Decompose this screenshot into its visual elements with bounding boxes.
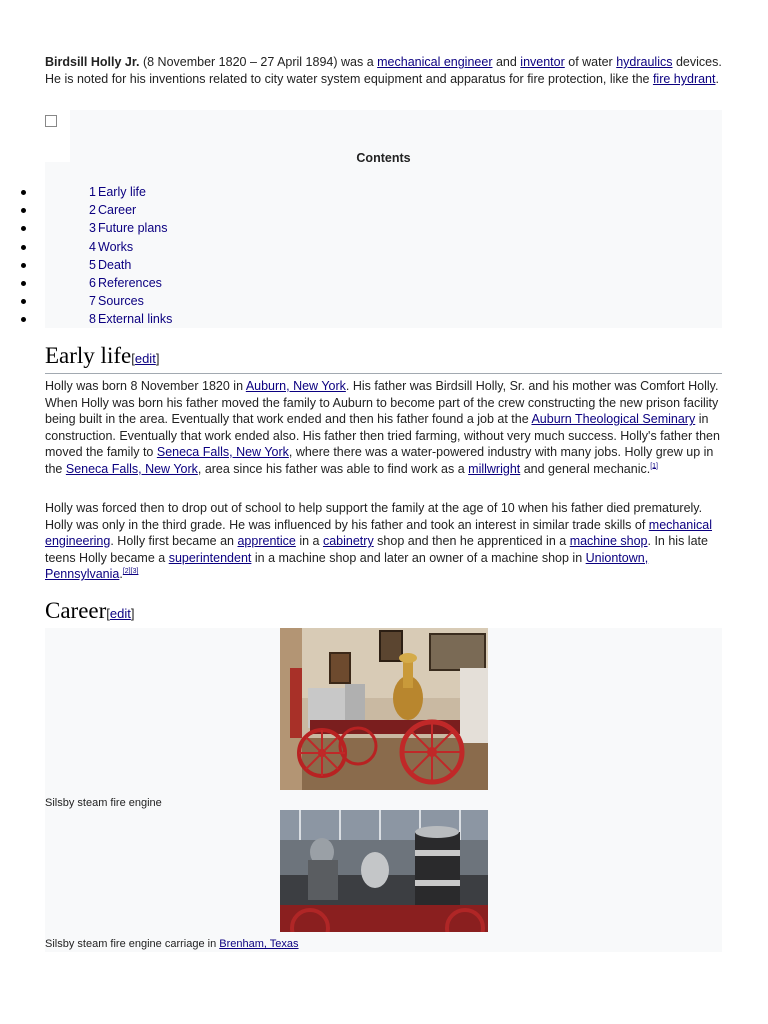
link-millwright[interactable]: millwright (468, 461, 521, 476)
heading-text: Career (45, 598, 107, 623)
link-seneca-falls[interactable]: Seneca Falls, New York (156, 445, 289, 459)
link-uniontown-pennsylvania[interactable]: Uniontown, Pennsylvania (45, 550, 649, 581)
para-text: in a machine shop and later an owner of a machine shop in (251, 550, 586, 565)
toc-item-number: 4 (89, 239, 96, 254)
toc-item-number: 2 (89, 203, 96, 218)
reference-link[interactable]: [1] (650, 462, 658, 470)
para-text: shop and then he apprenticed in a (373, 534, 570, 548)
heading-early-life (45, 343, 722, 374)
toc-item-link[interactable]: Early life (98, 185, 146, 199)
para-text: . (119, 567, 123, 581)
intro-paragraph (45, 54, 725, 88)
para-text: . Holly first became an (110, 534, 238, 548)
bullet-icon (21, 245, 26, 250)
edit-bracket: ] (155, 351, 160, 366)
intro-text: and (492, 55, 521, 69)
link-cabinetry[interactable]: cabinetry (322, 534, 374, 548)
para-text: in a (295, 534, 323, 548)
caption-carriage (45, 938, 299, 950)
para-text: , where there was a water-powered industry with many jobs. Holly grew up in the (45, 445, 714, 476)
para-text: . His father was Birdsill Holly, Sr. and his mother was Comfort Holly. When Holly was born his father moved the family to Auburn to become part of the crew constructing the new prison facility being built in the area. Eventually that work ended and then his father found a job at the (45, 379, 719, 426)
para-text: in construction. Eventually that work ended also. His father then tried farming, without very much success. Holly's father then moved the family to (45, 412, 720, 459)
para-text: Holly was forced then to drop out of school to help support the family at the age of 10 when his father died prematurely. Holly was only in the third grade. He was influenced by his father and took an interest in similar trade skills of (45, 501, 703, 532)
heading-text: Early life (45, 343, 132, 368)
bullet-icon (21, 190, 26, 195)
steam-fire-engine-image[interactable] (280, 628, 488, 790)
toc-item-number: 5 (89, 257, 96, 272)
reference-link[interactable]: [2][3] (122, 567, 139, 575)
link-machine-shop[interactable]: machine shop (569, 534, 648, 548)
caption-text: Silsby steam fire engine carriage in (45, 938, 220, 950)
edit-bracket: [ (131, 351, 135, 366)
toc-item-number: 7 (89, 294, 96, 309)
para-text: Holly was born 8 November 1820 in (45, 379, 246, 393)
edit-bracket: [ (106, 606, 110, 621)
link-apprentice[interactable]: apprentice (237, 534, 296, 548)
toc-item-number: 3 (89, 221, 96, 236)
toc-item-number: 1 (89, 185, 96, 199)
toc-item-link[interactable]: Death (98, 257, 132, 272)
toc-item-number: 8 (89, 312, 96, 327)
link-inventor[interactable]: inventor (520, 55, 565, 69)
bullet-icon (21, 281, 26, 286)
link-mechanical-engineering[interactable]: mechanical engineering (45, 517, 713, 548)
heading-career (45, 598, 722, 629)
toc-item-link[interactable]: Future plans (98, 221, 168, 236)
link-fire-hydrant[interactable]: fire hydrant (652, 72, 716, 86)
toc-item-link[interactable]: Works (98, 239, 134, 254)
link-seneca-falls[interactable]: Seneca Falls, New York (65, 461, 198, 476)
intro-text: (8 November 1820 – 27 April 1894) was a (139, 55, 378, 69)
intro-text: devices. He is noted for his inventions related to city water system equipment and apparatus for fire protection, like the (45, 55, 722, 86)
link-superintendent[interactable]: superintendent (168, 550, 252, 565)
link-brenham-texas[interactable]: Brenham, Texas (219, 938, 299, 950)
bullet-icon (21, 226, 26, 231)
link-hydraulics[interactable]: hydraulics (616, 55, 673, 69)
toc-item-link[interactable]: Career (98, 203, 137, 218)
paragraph-early-life-1 (45, 378, 725, 477)
bullet-icon (21, 208, 26, 213)
toc-item-link[interactable]: Sources (98, 294, 144, 309)
caption-steam-fire-engine: Silsby steam fire engine (45, 797, 162, 809)
bullet-icon (21, 299, 26, 304)
bullet-icon (21, 317, 26, 322)
table-of-contents (45, 110, 722, 328)
toc-item-number: 6 (89, 275, 96, 290)
link-mechanical-engineer[interactable]: mechanical engineer (377, 55, 493, 69)
intro-text: of water (564, 55, 617, 69)
edit-link-early-life[interactable]: edit (134, 351, 156, 366)
fire-engine-carriage-image[interactable] (280, 810, 488, 932)
toc-item-link[interactable]: External links (98, 312, 173, 327)
intro-text: . (715, 72, 719, 86)
para-text: , area since his father was able to find work as a (197, 461, 469, 476)
career-gallery (45, 628, 722, 952)
link-auburn-theological-seminary[interactable]: Auburn Theological Seminary (531, 412, 696, 426)
toc-title: Contents (356, 151, 411, 165)
edit-link-career[interactable]: edit (109, 606, 131, 621)
bullet-icon (21, 263, 26, 268)
para-text: and general mechanic. (520, 461, 651, 476)
toc-toggle-checkbox[interactable] (45, 115, 57, 127)
paragraph-early-life-2 (45, 500, 725, 583)
link-auburn-new-york[interactable]: Auburn, New York (245, 379, 346, 393)
edit-bracket: ] (130, 606, 135, 621)
article-subject-name: Birdsill Holly Jr. (45, 55, 140, 69)
toc-item-link[interactable]: References (98, 275, 162, 290)
para-text: . In his late teens Holly became a (45, 534, 708, 565)
